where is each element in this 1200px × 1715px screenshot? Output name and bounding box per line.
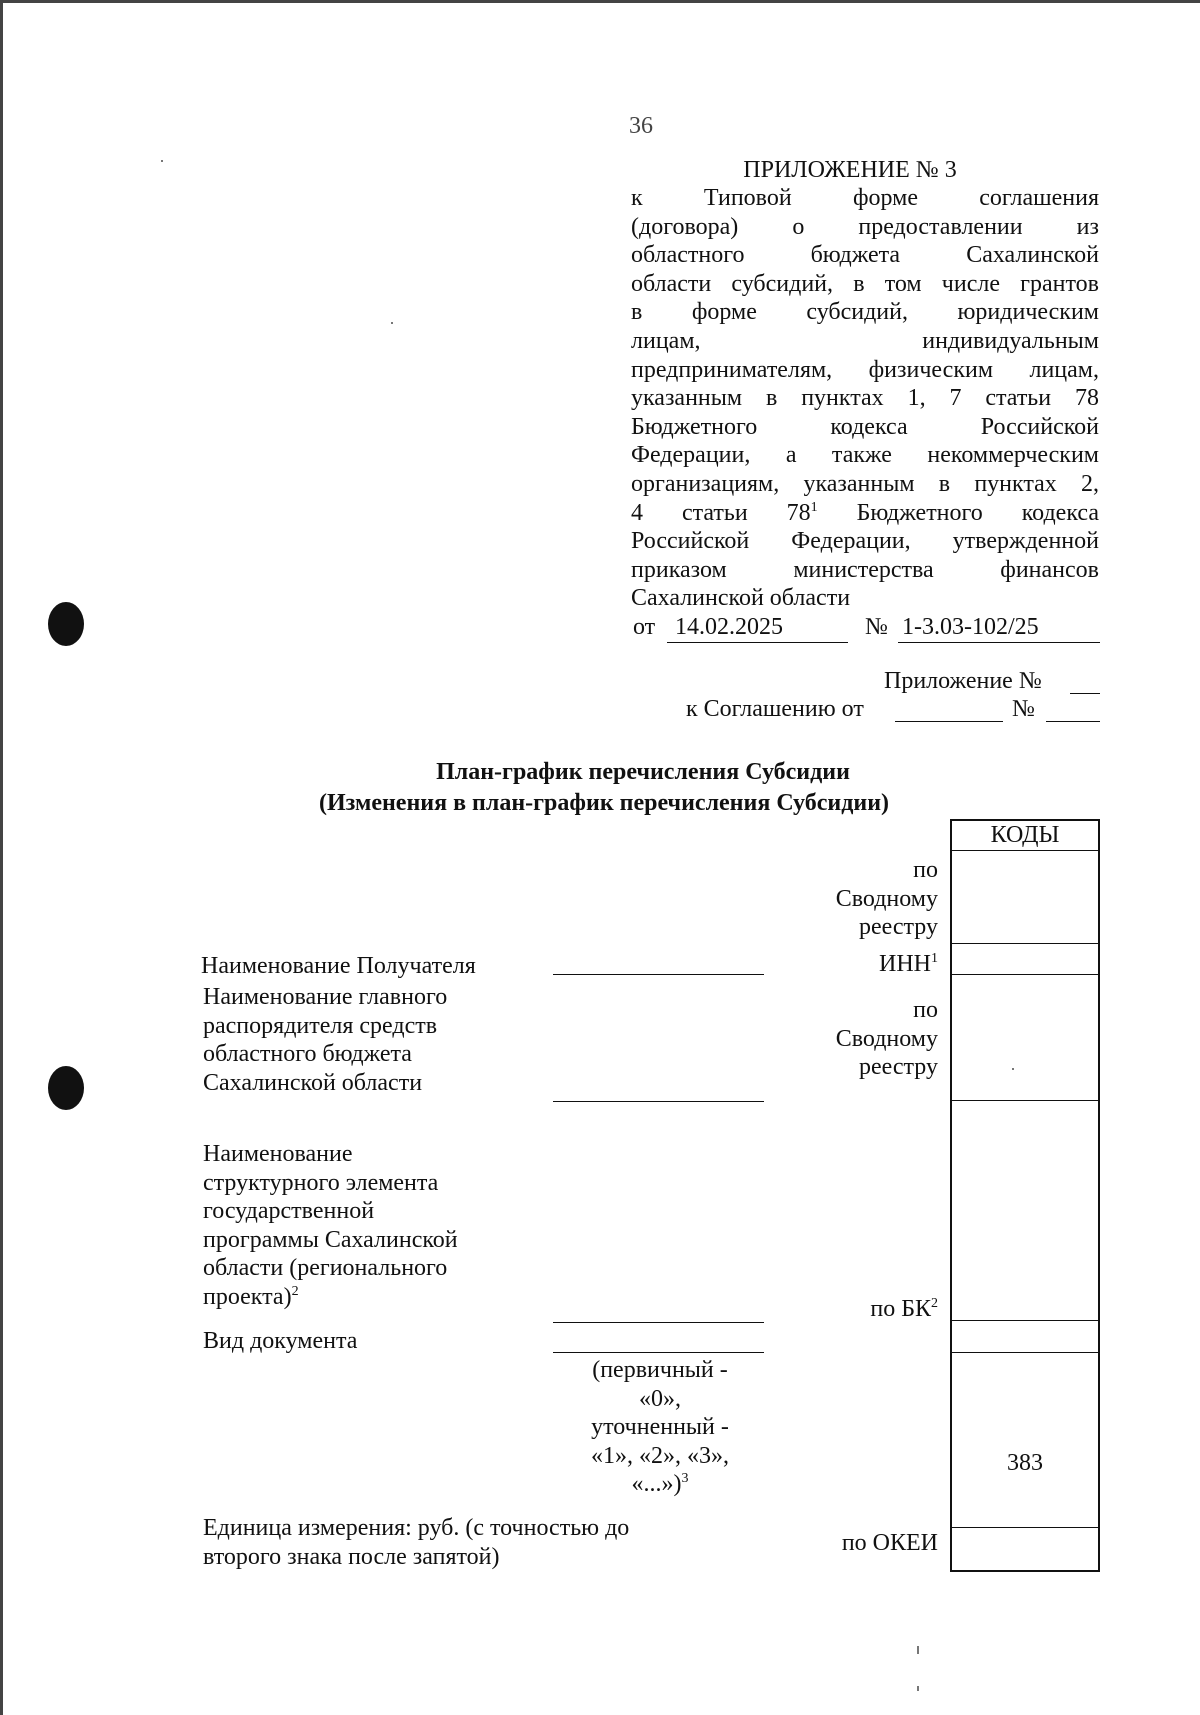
scan-speck <box>917 1686 919 1691</box>
code-label-inn <box>760 950 938 979</box>
codes-divider <box>950 943 1100 944</box>
document-subtitle: (Изменения в план-график перечисления Субсидии) <box>319 790 890 816</box>
agreement-date-blank <box>895 721 1003 722</box>
inn-footnote-mark: 1 <box>931 951 938 966</box>
page-number: 36 <box>629 113 653 139</box>
appendix-line: в форме субсидий, юридическим <box>631 299 1099 326</box>
field-label-line: Сахалинской области <box>203 1069 423 1096</box>
appendix-line: к Типовой форме соглашения <box>631 185 1099 211</box>
field-grbs-blank <box>553 1101 764 1102</box>
code-label-line: Сводному <box>835 885 938 912</box>
document-type-hint <box>560 1356 760 1499</box>
number-prefix: № <box>865 614 888 640</box>
agreement-number-label: № <box>1012 696 1035 722</box>
field-label-line: Наименование <box>203 1141 353 1167</box>
field-label-line: Наименование главного <box>203 984 448 1010</box>
field-structural-element <box>203 1140 458 1312</box>
codes-divider <box>950 1100 1100 1101</box>
field-recipient-blank <box>553 974 764 975</box>
scan-speck <box>1012 1068 1014 1070</box>
code-label-line: по <box>913 857 938 883</box>
order-date: 14.02.2025 <box>667 613 848 643</box>
agreement-date-label: к Соглашению от <box>686 696 864 722</box>
field-label-text: проекта) <box>203 1283 292 1310</box>
appendix-line: (договора) о предоставлении из <box>631 213 1099 240</box>
field-structural-element-blank <box>553 1322 764 1323</box>
code-label-line: реестру <box>858 1054 938 1081</box>
code-label-svodny-reestr-grbs <box>760 996 938 1082</box>
code-label-line: реестру <box>858 914 938 941</box>
appendix-line-sup-post: Бюджетного кодекса <box>817 499 1099 526</box>
appendix-line-sup <box>631 499 1099 528</box>
appendix-line: указанным в пунктах 1, 7 статьи 78 <box>631 385 1099 412</box>
appendix-line: областного бюджета Сахалинской <box>631 242 1099 269</box>
okei-code-value: 383 <box>1007 1450 1043 1476</box>
field-label-line: структурного элемента <box>203 1169 439 1196</box>
hint-line: уточненный - <box>591 1414 729 1441</box>
field-label-line: распорядителя средств <box>203 1012 438 1039</box>
appendix-line: Российской Федерации, утвержденной <box>631 528 1099 555</box>
appendix-line: Сахалинской области <box>631 585 851 612</box>
appendix-text <box>631 184 1099 613</box>
code-label-okei: по ОКЕИ <box>841 1530 938 1556</box>
codes-divider <box>950 1320 1100 1321</box>
punch-hole-top <box>48 602 84 646</box>
hint-line: «1», «2», «3», <box>591 1442 729 1469</box>
field-label-line: областного бюджета <box>203 1041 412 1068</box>
codes-divider <box>950 1527 1100 1528</box>
code-label-bk <box>760 1295 938 1324</box>
inn-label: ИНН <box>879 951 931 977</box>
appendix-line: приказом министерства финансов <box>631 556 1099 583</box>
hint-line: (первичный - <box>592 1357 728 1383</box>
appendix-line: Федерации, а также некоммерческим <box>631 442 1099 469</box>
bk-label: по БК <box>870 1296 931 1322</box>
scan-speck <box>391 322 393 324</box>
order-number: 1-3.03-102/25 <box>898 613 1100 643</box>
appendix-line: области субсидий, в том числе грантов <box>631 270 1099 297</box>
appendix-line-sup-mark: 1 <box>810 499 818 515</box>
appendix-line: лицам, индивидуальным <box>631 327 1099 354</box>
agreement-appendix-label: Приложение № <box>884 668 1042 694</box>
codes-divider <box>950 974 1100 975</box>
agreement-appendix-number-blank <box>1070 693 1100 694</box>
agreement-number-blank <box>1046 721 1100 722</box>
scan-left-edge <box>0 0 3 1715</box>
scan-speck <box>161 160 163 162</box>
scan-speck <box>917 1646 919 1654</box>
bk-footnote-mark: 2 <box>931 1296 938 1311</box>
field-footnote-mark: 2 <box>291 1283 299 1299</box>
codes-divider <box>950 1352 1100 1353</box>
hint-footnote-mark: 3 <box>681 1471 689 1487</box>
field-document-type-blank <box>553 1352 764 1353</box>
field-label-line: второго знака после запятой) <box>203 1543 500 1570</box>
appendix-line: предпринимателям, физическим лицам, <box>631 356 1099 383</box>
field-label-line: области (регионального <box>203 1255 448 1282</box>
appendix-title: ПРИЛОЖЕНИЕ № 3 <box>743 157 957 183</box>
field-document-type: Вид документа <box>203 1328 358 1354</box>
date-prefix: от <box>633 614 656 640</box>
scan-top-edge <box>0 0 1200 3</box>
punch-hole-bottom <box>48 1066 84 1110</box>
field-unit-of-measure <box>203 1514 629 1571</box>
hint-text: «...») <box>631 1471 682 1498</box>
code-label-line: по <box>913 997 938 1023</box>
field-recipient-name: Наименование Получателя <box>201 953 476 979</box>
field-label-line: программы Сахалинской <box>203 1226 458 1253</box>
field-grbs-name <box>203 983 447 1097</box>
field-label-line: Единица измерения: руб. (с точностью до <box>203 1515 630 1541</box>
field-label-line <box>203 1283 458 1312</box>
appendix-line: Бюджетного кодекса Российской <box>631 413 1099 440</box>
appendix-line-sup-pre: 4 статьи 78 <box>631 499 811 526</box>
code-label-svodny-reestr-recipient <box>760 856 938 942</box>
hint-line <box>560 1470 760 1499</box>
hint-line: «0», <box>639 1385 681 1412</box>
appendix-line: организациям, указанным в пунктах 2, <box>631 470 1099 497</box>
field-label-line: государственной <box>203 1198 375 1225</box>
code-label-line: Сводному <box>835 1025 938 1052</box>
document-title: План-график перечисления Субсидии <box>436 759 850 785</box>
codes-header: КОДЫ <box>990 822 1060 848</box>
codes-header-divider <box>950 850 1100 851</box>
